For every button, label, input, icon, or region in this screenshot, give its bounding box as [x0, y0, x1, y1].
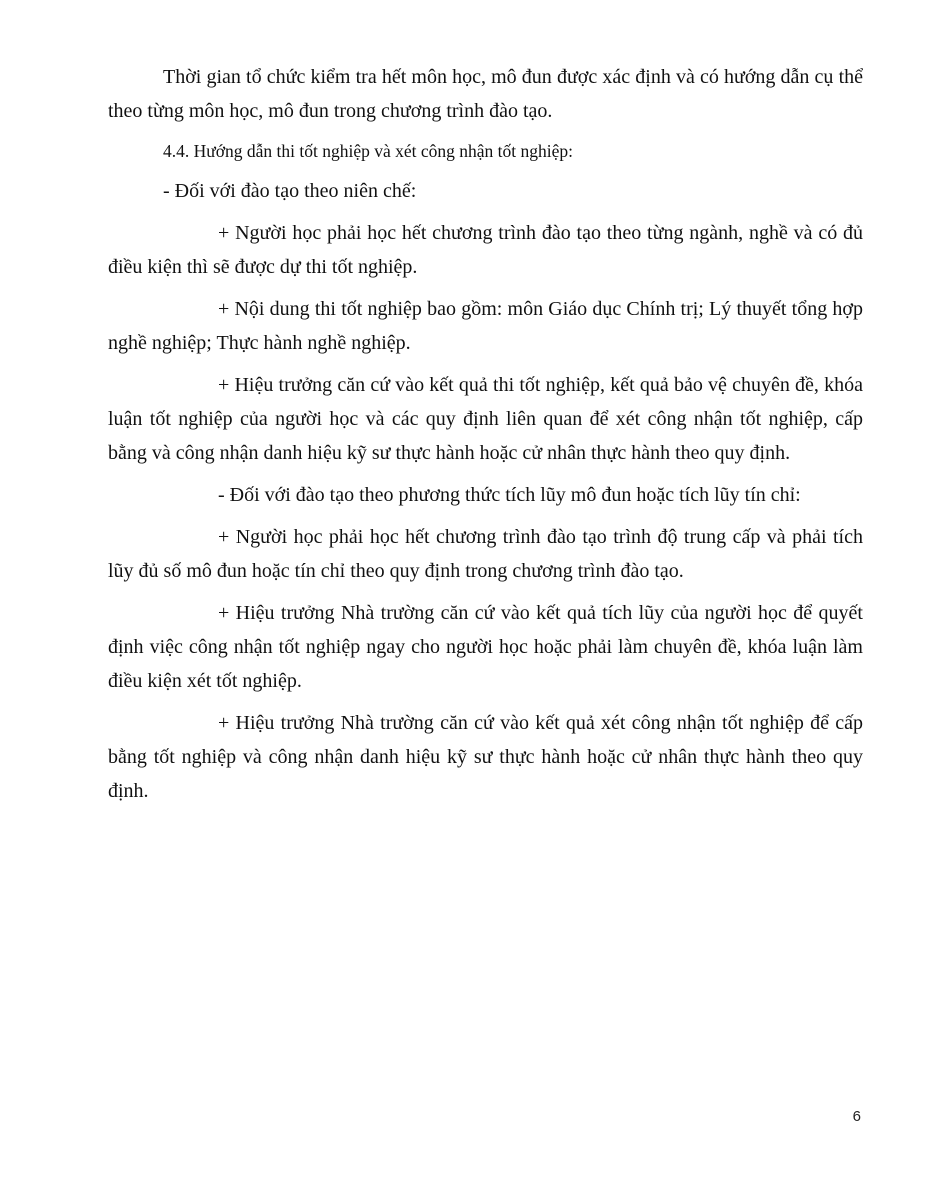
paragraph-exam-content: + Nội dung thi tốt nghiệp bao gồm: môn Giáo dục Chính trị; Lý thuyết tổng hợp nghề nghiệp; Thực hành nghề nghiệp.	[108, 298, 863, 354]
paragraph-credit-accumulation: + Người học phải học hết chương trình đào tạo trình độ trung cấp và phải tích lũy đủ số mô đun hoặc tín chỉ theo quy định trong chương trình đào tạo.	[108, 526, 863, 582]
paragraph-principal-recognition: + Hiệu trưởng căn cứ vào kết quả thi tốt nghiệp, kết quả bảo vệ chuyên đề, khóa luận tốt nghiệp của người học và các quy định liên quan để xét công nhận tốt nghiệp, cấp bằng và công nhận danh hiệu kỹ sư thực hành hoặc cử nhân thực hành theo quy định.	[108, 374, 863, 464]
document-body	[108, 60, 863, 816]
paragraph-principal-diploma: + Hiệu trưởng Nhà trường căn cứ vào kết quả xét công nhận tốt nghiệp để cấp bằng tốt nghiệp và công nhận danh hiệu kỹ sư thực hành hoặc cử nhân thực hành theo quy định.	[108, 712, 863, 802]
subheading-credit-system: - Đối với đào tạo theo phương thức tích lũy mô đun hoặc tích lũy tín chỉ:	[218, 484, 801, 506]
paragraph-principal-decision: + Hiệu trưởng Nhà trường căn cứ vào kết quả tích lũy của người học để quyết định việc công nhận tốt nghiệp ngay cho người học hoặc phải làm chuyên đề, khóa luận làm điều kiện xét tốt nghiệp.	[108, 602, 863, 692]
section-heading-4-4: 4.4. Hướng dẫn thi tốt nghiệp và xét công nhận tốt nghiệp:	[163, 141, 573, 161]
subheading-annual-system: - Đối với đào tạo theo niên chế:	[163, 180, 417, 202]
paragraph-exam-time: Thời gian tổ chức kiểm tra hết môn học, mô đun được xác định và có hướng dẫn cụ thể theo từng môn học, mô đun trong chương trình đào tạo.	[108, 66, 863, 122]
page-number: 6	[852, 1108, 861, 1125]
paragraph-learner-eligibility: + Người học phải học hết chương trình đào tạo theo từng ngành, nghề và có đủ điều kiện thì sẽ được dự thi tốt nghiệp.	[108, 222, 863, 278]
